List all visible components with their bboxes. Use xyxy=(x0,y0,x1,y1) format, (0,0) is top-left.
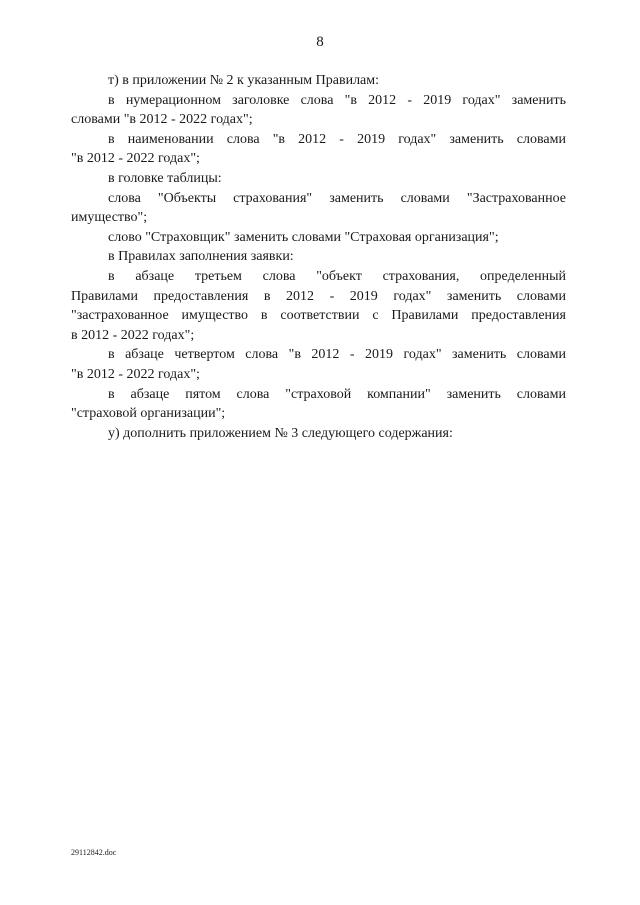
text-line: слова "Объекты страхования" заменить словами "Застрахованное xyxy=(108,190,566,206)
text-line: "в 2012 - 2022 годах"; xyxy=(71,366,200,382)
text-line: у) дополнить приложением № 3 следующего содержания: xyxy=(108,425,453,441)
text-line: "в 2012 - 2022 годах"; xyxy=(71,151,200,167)
text-line: т) в приложении № 2 к указанным Правилам: xyxy=(108,73,380,88)
text-line: в наименовании слова "в 2012 - 2019 годах" заменить словами xyxy=(108,131,566,147)
page-number: 8 xyxy=(316,34,324,50)
text-line: в 2012 - 2022 годах"; xyxy=(71,327,195,343)
text-line: в абзаце четвертом слова "в 2012 - 2019 годах" заменить словами xyxy=(108,347,566,363)
text-line: "страховой организации"; xyxy=(71,406,226,422)
text-line: слово "Страховщик" заменить словами "Страховая организация"; xyxy=(108,229,499,245)
text-line: в абзаце пятом слова "страховой компании" заменить словами xyxy=(108,386,566,402)
document-body xyxy=(71,71,566,443)
text-line: Правилами предоставления в 2012 - 2019 годах" заменить словами xyxy=(71,288,566,304)
text-line: "застрахованное имущество в соответствии с Правилами предоставления xyxy=(71,308,566,324)
text-line: в Правилах заполнения заявки: xyxy=(108,249,294,265)
text-line: имущество"; xyxy=(71,210,148,226)
text-line: в нумерационном заголовке слова "в 2012 - 2019 годах" заменить xyxy=(108,92,566,108)
text-line: в головке таблицы: xyxy=(108,170,222,186)
text-line: словами "в 2012 - 2022 годах"; xyxy=(71,112,253,128)
file-name-footer: 29112842.doc xyxy=(71,848,117,857)
text-line: в абзаце третьем слова "объект страхования, определенный xyxy=(108,268,566,284)
